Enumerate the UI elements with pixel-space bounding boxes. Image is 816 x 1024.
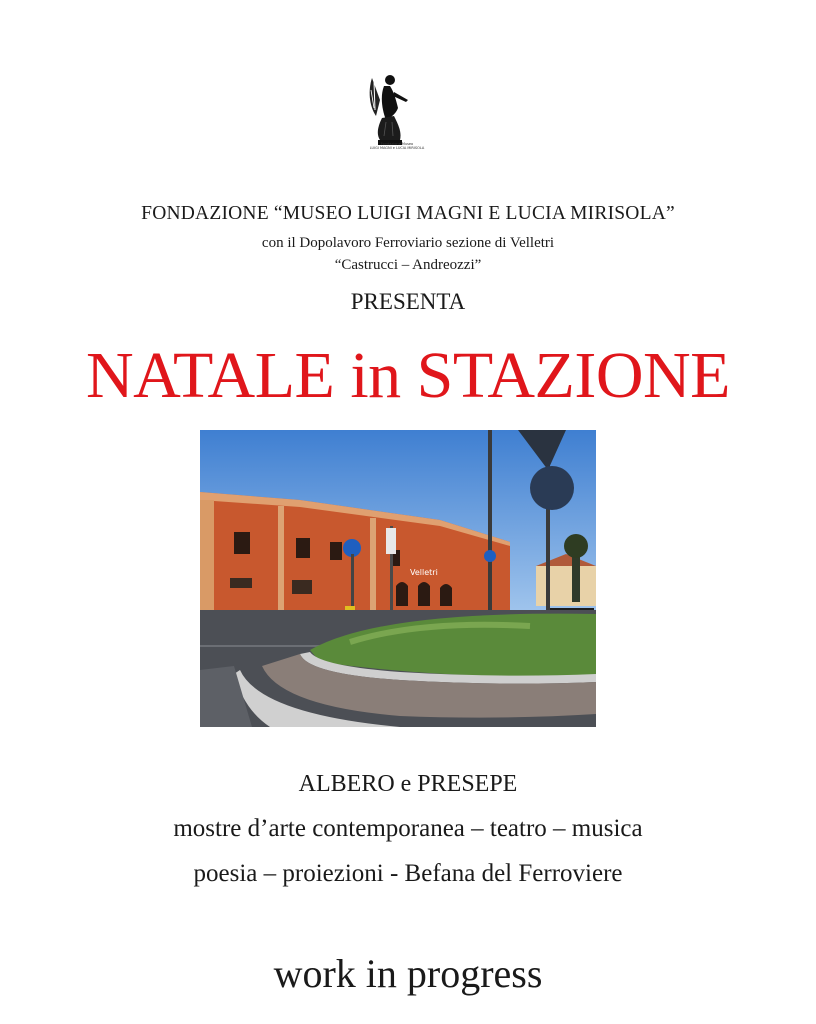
event-title: NATALE in STAZIONE [85, 339, 730, 412]
activities-line-1: mostre d’arte contemporanea – teatro – musica [173, 815, 643, 842]
partner-names: “Castrucci – Andreozzi” [334, 257, 482, 273]
station-sign: Velletri [410, 568, 438, 577]
station-photo [200, 430, 596, 727]
status-text: work in progress [273, 951, 543, 996]
logo-caption-line2: LUIGI MAGNI e LUCIA MIRISOLA [369, 146, 425, 150]
highlight-line: ALBERO e PRESEPE [298, 771, 518, 797]
partner-line: con il Dopolavoro Ferroviario sezione di Velletri [261, 235, 555, 251]
logo-caption-line1: Fondazione Museo [380, 142, 414, 146]
logo-caption [362, 142, 432, 150]
activities-line-2: poesia – proiezioni - Befana del Ferroviere [193, 860, 623, 887]
foundation-name: FONDAZIONE “MUSEO LUIGI MAGNI E LUCIA MIRISOLA” [141, 203, 675, 224]
presents-label: PRESENTA [350, 289, 466, 314]
